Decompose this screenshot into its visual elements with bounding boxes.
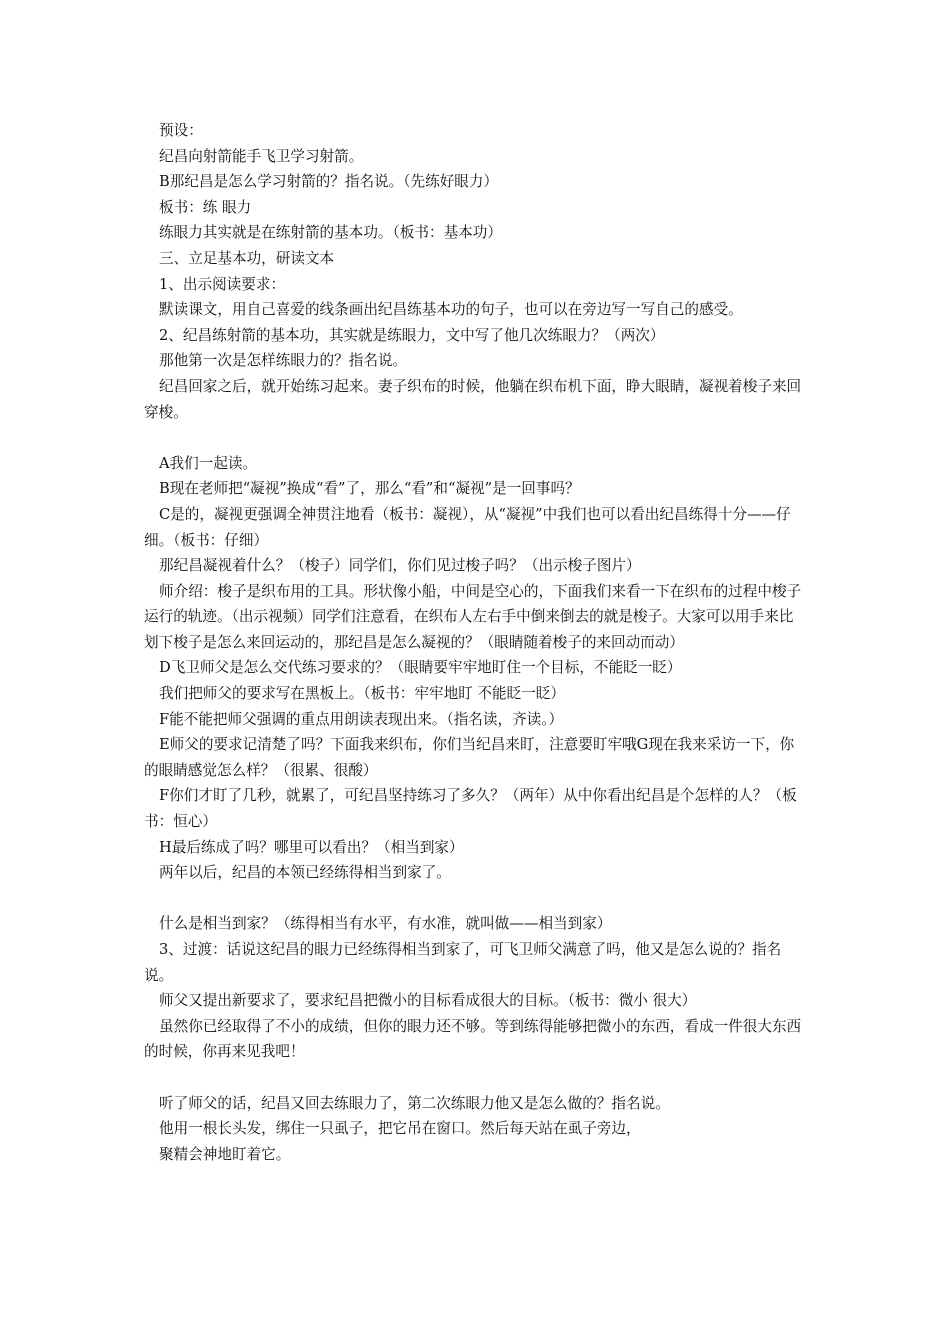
paragraph: 什么是相当到家？（练得相当有水平，有水准，就叫做——相当到家） [159,915,612,933]
paragraph: 那纪昌凝视着什么？（梭子）同学们，你们见过梭子吗？（出示梭子图片） [159,557,641,575]
paragraph: 练眼力其实就是在练射箭的基本功。（板书：基本功） [159,224,502,242]
paragraph: A我们一起读。 [159,454,258,472]
paragraph: 纪昌回家之后，就开始练习起来。妻子织布的时候，他躺在织布机下面，睁大眼睛，凝视着梭子来回穿梭。 [144,377,802,421]
paragraph: 纪昌向射箭能手飞卫学习射箭。 [159,147,364,165]
paragraph: 两年以后，纪昌的本领已经练得相当到家了。 [159,864,451,882]
paragraph: 他用一根长头发，绑住一只虱子，把它吊在窗口。然后每天站在虱子旁边， [159,1120,641,1138]
paragraph: 聚精会神地盯着它。 [159,1145,291,1163]
paragraph: 1、出示阅读要求： [159,275,286,293]
paragraph: 默读课文，用自己喜爱的线条画出纪昌练基本功的句子，也可以在旁边写一写自己的感受。 [159,301,743,319]
paragraph: C是的，凝视更强调全神贯注地看（板书：凝视），从“凝视”中我们也可以看出纪昌练得十分——仔细。（板书：仔细） [144,505,791,549]
paragraph: 师父又提出新要求了，要求纪昌把微小的目标看成很大的目标。（板书：微小 很大） [159,992,697,1010]
paragraph: 虽然你已经取得了不小的成绩，但你的眼力还不够。等到练得能够把微小的东西，看成一件很大东西的时候，你再来见我吧！ [144,1017,802,1061]
paragraph: 师介绍：梭子是织布用的工具。形状像小船，中间是空心的，下面我们来看一下在织布的过程中梭子运行的轨迹。（出示视频）同学们注意看，在织布人左右手中倒来倒去的就是梭子。大家可以用手来比划下梭子是怎么来回运动的，那纪昌是怎么凝视的？（眼睛随着梭子的来回动而动） [144,582,802,651]
paragraph: F能不能把师父强调的重点用朗读表现出来。（指名读，齐读。） [159,710,564,728]
blank-line [144,1065,808,1091]
blank-line [144,886,808,912]
paragraph: 预设： [159,122,203,139]
paragraph: 那他第一次是怎样练眼力的？指名说。 [159,352,408,370]
paragraph: H最后练成了吗？哪里可以看出？（相当到家） [159,838,464,856]
paragraph: 3、过渡：话说这纪昌的眼力已经练得相当到家了，可飞卫师父满意了吗，他又是怎么说的？指名说。 [144,941,782,984]
paragraph: 我们把师父的要求写在黑板上。（板书：牢牢地盯 不能眨一眨） [159,685,565,703]
paragraph: B现在老师把“凝视”换成“看”了，那么“看”和“凝视”是一回事吗？ [159,480,580,498]
paragraph: F你们才盯了几秒，就累了，可纪昌坚持练习了多久？（两年）从中你看出纪昌是个怎样的人？（板书：恒心） [144,787,797,831]
document-body [144,118,808,1167]
paragraph: 2、纪昌练射箭的基本功，其实就是练眼力，文中写了他几次练眼力？（两次） [159,326,665,344]
paragraph: 听了师父的话，纪昌又回去练眼力了，第二次练眼力他又是怎么做的？指名说。 [159,1094,670,1112]
paragraph: 板书：练 眼力 [159,198,252,216]
section-heading: 三、立足基本功，研读文本 [159,249,335,267]
paragraph: D飞卫师父是怎么交代练习要求的？（眼睛要牢牢地盯住一个目标，不能眨一眨） [159,659,682,677]
paragraph: E师父的要求记清楚了吗？下面我来织布，你们当纪昌来盯，注意要盯牢哦G现在我来采访一下，你的眼睛感觉怎么样？（很累、很酸） [144,736,795,779]
paragraph: B那纪昌是怎么学习射箭的？指名说。（先练好眼力） [159,173,499,191]
blank-line [144,425,808,451]
